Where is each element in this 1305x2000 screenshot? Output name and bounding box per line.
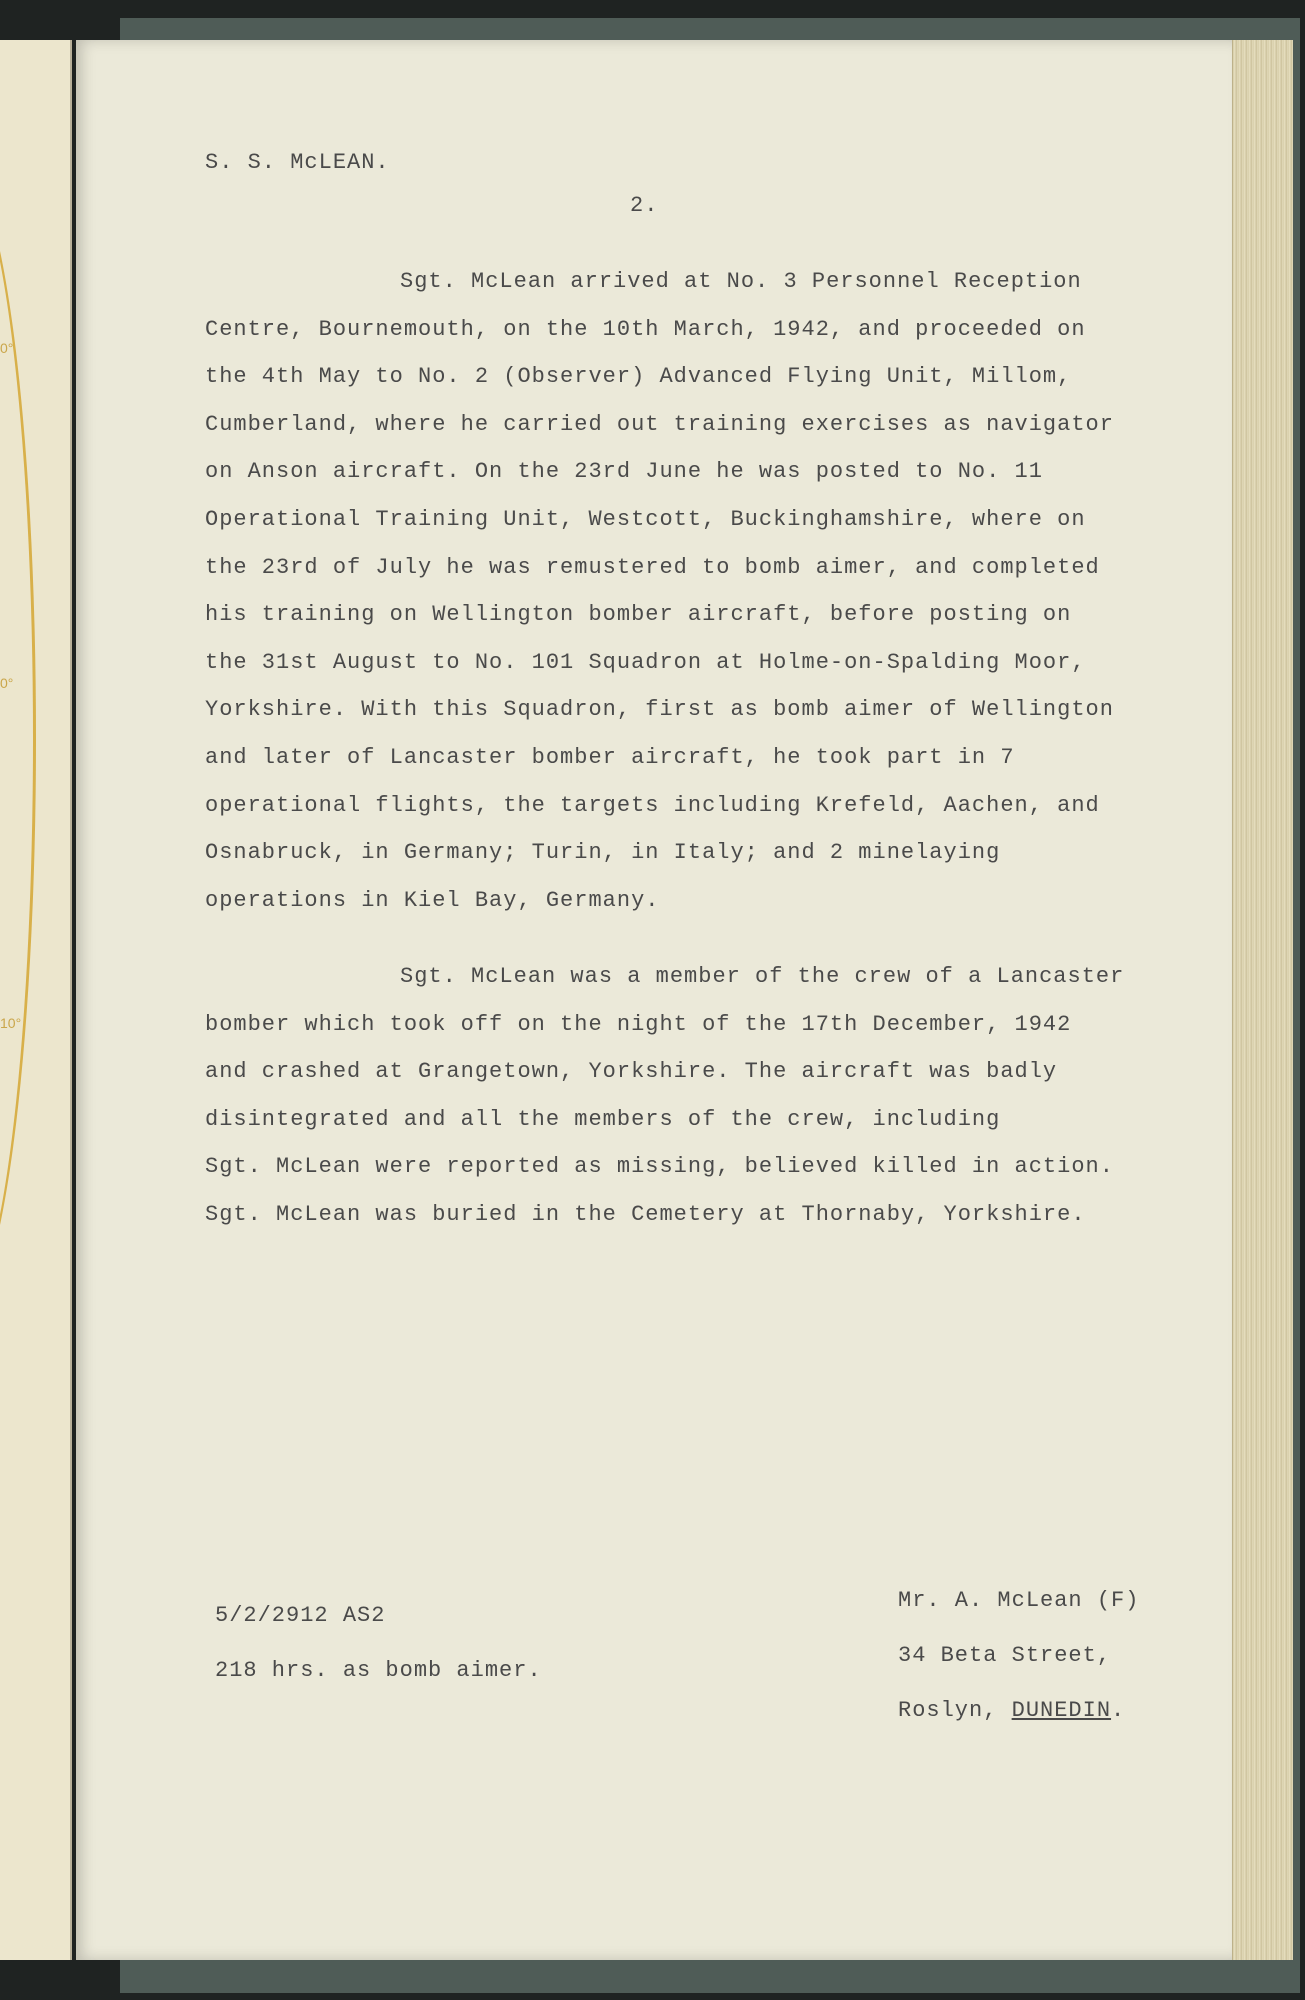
address-city-line [898,1683,1139,1738]
next-of-kin-address [898,1573,1139,1738]
paragraph-casualty-report [205,953,1155,1239]
degree-tick-label: 0° [0,675,14,691]
text-line: Yorkshire. With this Squadron, first as bomb aimer of Wellington [205,697,1114,723]
text-line: the 23rd of July he was remustered to bomb aimer, and completed [205,554,1100,580]
address-end-punct: . [1111,1698,1126,1723]
file-reference: 5/2/2912 AS2 [215,1603,386,1628]
text-line: operational flights, the targets including Krefeld, Aachen, and [205,792,1100,818]
text-line: his training on Wellington bomber aircraft, before posting on [205,602,1072,628]
degree-tick-label: 0° [0,340,14,356]
text-line: Centre, Bournemouth, on the 10th March, 1942, and proceeded on [205,316,1086,342]
left-page-edge [0,40,72,1960]
text-line: Sgt. McLean was buried in the Cemetery at Thornaby, Yorkshire. [205,1201,1086,1227]
paragraph-service-history [205,258,1155,924]
address-suburb: Roslyn, [898,1698,1012,1723]
compass-arc-graphic [0,160,36,1316]
text-line: Osnabruck, in Germany; Turin, in Italy; and 2 minelaying [205,840,1001,866]
text-line: and later of Lancaster bomber aircraft, he took part in 7 [205,744,1015,770]
text-line: operations in Kiel Bay, Germany. [205,887,660,913]
text-line: Cumberland, where he carried out training exercises as navigator [205,411,1114,437]
text-line: disintegrated and all the members of the crew, including [205,1106,1001,1132]
text-line: bomber which took off on the night of the 17th December, 1942 [205,1011,1072,1037]
text-line: the 4th May to No. 2 (Observer) Advanced Flying Unit, Millom, [205,364,1072,390]
text-line: Sgt. McLean were reported as missing, believed killed in action. [205,1154,1114,1180]
file-reference-block [215,1588,542,1698]
address-street: 34 Beta Street, [898,1643,1112,1668]
document-header-name: S. S. McLEAN. [205,150,390,175]
text-line: the 31st August to No. 101 Squadron at Holme-on-Spalding Moor, [205,649,1086,675]
flying-hours: 218 hrs. as bomb aimer. [215,1658,542,1683]
degree-tick-label: 10° [0,1015,22,1031]
text-line: Sgt. McLean arrived at No. 3 Personnel Reception [400,269,1082,294]
text-line: and crashed at Grangetown, Yorkshire. The aircraft was badly [205,1059,1058,1085]
page-stack-edges [1232,40,1293,1960]
text-line: on Anson aircraft. On the 23rd June he was posted to No. 11 [205,459,1043,485]
page-number: 2. [630,193,659,218]
text-line: Operational Training Unit, Westcott, Buckinghamshire, where on [205,506,1086,532]
address-city: DUNEDIN [1011,1698,1112,1723]
text-line: Sgt. McLean was a member of the crew of a Lancaster [400,964,1125,989]
next-of-kin-name: Mr. A. McLean (F) [898,1588,1140,1613]
